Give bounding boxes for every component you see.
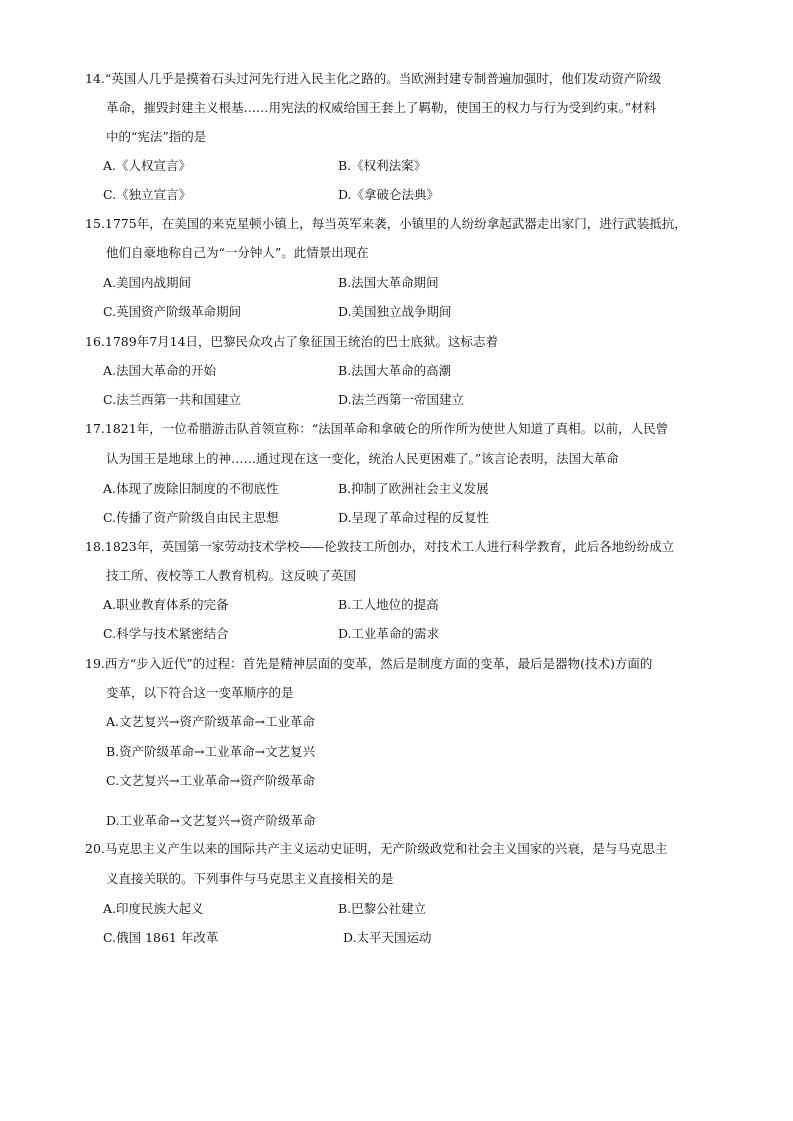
- question-17-option-c[interactable]: C.传播了资产阶级自由民主思想: [103, 510, 279, 525]
- question-16-option-b[interactable]: B.法国大革命的高潮: [338, 363, 452, 378]
- question-18-stem-line-2: 技工所、夜校等工人教育机构。这反映了英国: [106, 568, 357, 583]
- question-17-stem-line-2: 认为国王是地球上的神……通过现在这一变化，统治人民更困难了。”该言论表明，法国大革命: [106, 451, 619, 466]
- question-15-stem-line-2: 他们自豪地称自己为“一分钟人”。此情景出现在: [106, 245, 369, 260]
- question-14-stem-line-1: 14.“英国人几乎是摸着石头过河先行进入民主化之路的。当欧洲封建专制普遍加强时，他们发动资产阶级: [85, 71, 662, 86]
- question-15-option-d[interactable]: D.美国独立战争期间: [338, 304, 452, 319]
- question-14-option-b[interactable]: B.《权利法案》: [338, 158, 427, 173]
- question-20-stem-line-2: 义直接关联的。下列事件与马克思主义直接相关的是: [106, 871, 394, 886]
- question-20-option-b[interactable]: B.巴黎公社建立: [338, 901, 427, 916]
- question-19-option-c[interactable]: C.文艺复兴→工业革命→资产阶级革命: [106, 773, 316, 788]
- question-17-stem-line-1: 17.1821年，一位希腊游击队首领宣称：“法国革命和拿破仑的所作所为使世人知道了真相。以前，人民曾: [85, 421, 669, 436]
- question-18-stem-line-1: 18.1823年，英国第一家劳动技术学校——伦敦技工所创办，对技术工人进行科学教育，此后各地纷纷成立: [85, 539, 675, 554]
- question-19-stem-line-1: 19.西方“步入近代”的过程：首先是精神层面的变革，然后是制度方面的变革，最后是器物(技术)方面的: [85, 656, 653, 671]
- question-16-option-a[interactable]: A.法国大革命的开始: [103, 363, 217, 378]
- question-15-stem-line-1: 15.1775年，在美国的来克星顿小镇上，每当英军来袭，小镇里的人纷纷拿起武器走出家门，进行武装抵抗，: [85, 216, 687, 231]
- question-15-option-b[interactable]: B.法国大革命期间: [338, 275, 439, 290]
- question-16-option-d[interactable]: D.法兰西第一帝国建立: [338, 392, 465, 407]
- question-19-option-b[interactable]: B.资产阶级革命→工业革命→文艺复兴: [106, 744, 316, 759]
- question-14-option-c[interactable]: C.《独立宣言》: [103, 187, 192, 202]
- question-15-option-a[interactable]: A.美国内战期间: [103, 275, 192, 290]
- question-14-stem-line-2: 革命，摧毁封建主义根基……用宪法的权威给国王套上了羁勒，使国王的权力与行为受到约束。”材料: [106, 100, 657, 115]
- question-14-option-a[interactable]: A.《人权宣言》: [103, 158, 192, 173]
- question-18-option-b[interactable]: B.工人地位的提高: [338, 597, 439, 612]
- question-16-stem-line-1: 16.1789年7月14日，巴黎民众攻占了象征国王统治的巴士底狱。这标志着: [85, 334, 499, 349]
- question-14-stem-line-3: 中的“宪法”指的是: [106, 129, 207, 144]
- question-20-option-a[interactable]: A.印度民族大起义: [103, 901, 204, 916]
- question-20-option-c[interactable]: C.俄国 1861 年改革: [103, 930, 219, 945]
- question-18-option-d[interactable]: D.工业革命的需求: [338, 626, 440, 641]
- question-20-option-d[interactable]: D.太平天国运动: [343, 930, 432, 945]
- question-18-option-c[interactable]: C.科学与技术紧密结合: [103, 626, 229, 641]
- question-15-option-c[interactable]: C.英国资产阶级革命期间: [103, 304, 242, 319]
- question-17-option-d[interactable]: D.呈现了革命过程的反复性: [338, 510, 490, 525]
- question-18-option-a[interactable]: A.职业教育体系的完备: [103, 597, 229, 612]
- question-19-option-a[interactable]: A.文艺复兴→资产阶级革命→工业革命: [106, 714, 315, 729]
- question-20-stem-line-1: 20.马克思主义产生以来的国际共产主义运动史证明，无产阶级政党和社会主义国家的兴衰，是与马克思主: [85, 841, 668, 856]
- question-19-stem-line-2: 变革，以下符合这一变革顺序的是: [106, 685, 294, 700]
- question-14-option-d[interactable]: D.《拿破仑法典》: [338, 187, 440, 202]
- question-16-option-c[interactable]: C.法兰西第一共和国建立: [103, 392, 242, 407]
- question-17-option-b[interactable]: B.抑制了欧洲社会主义发展: [338, 481, 489, 496]
- question-17-option-a[interactable]: A.体现了废除旧制度的不彻底性: [103, 481, 279, 496]
- question-19-option-d[interactable]: D.工业革命→文艺复兴→资产阶级革命: [106, 813, 316, 828]
